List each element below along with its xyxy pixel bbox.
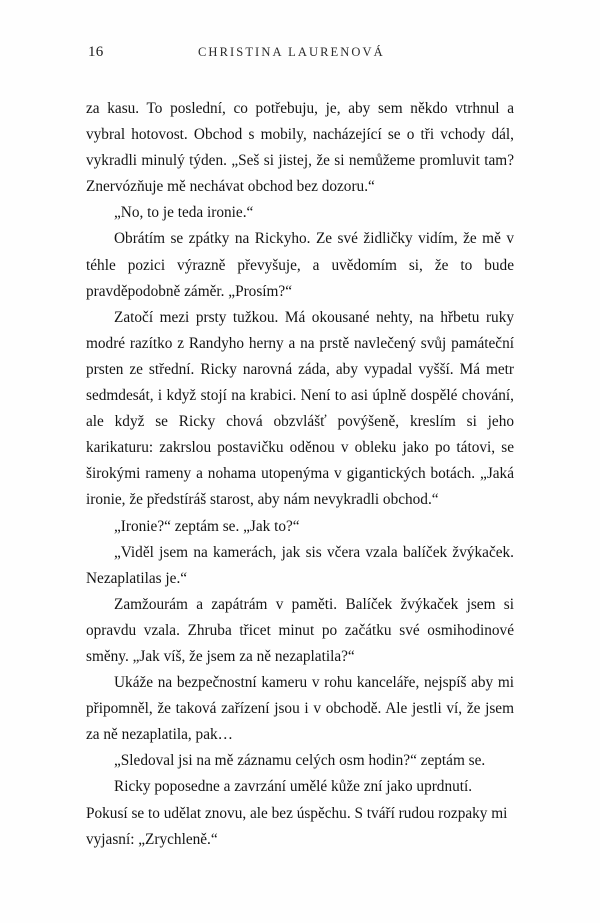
paragraph: Obrátím se zpátky na Rickyho. Ze své židličky vidím, že mě v téhle pozici výrazně převyšuje, a uvědomím si, že to bude pravděpodobně záměr. „Prosím?“ (86, 230, 514, 300)
paragraph: Zamžourám a zapátrám v paměti. Balíček žvýkaček jsem si opravdu vzala. Zhruba třicet minut po začátku své osmihodinové směny. „Jak víš, že jsem za ně nezaplatila?“ (86, 595, 514, 665)
paragraph: Ricky poposedne a zavrzání umělé kůže zní jako uprdnutí. Pokusí se to udělat znovu, ale bez úspěchu. S tváří rudou rozpaky mi vyjasní: „Zrychleně.“ (86, 778, 508, 848)
paragraph: „Sledoval jsi na mě záznamu celých osm hodin?“ zeptám se. (114, 752, 486, 770)
body-text (86, 96, 514, 853)
paragraph: Ukáže na bezpečnostní kameru v rohu kanceláře, nejspíš aby mi připomněl, že taková zařízení jsou i v obchodě. Ale jestli ví, že jsem za ně nezaplatila, pak… (86, 674, 514, 744)
running-head (88, 44, 512, 64)
paragraph: „Viděl jsem na kamerách, jak sis včera vzala balíček žvýkaček. Nezaplatilas je.“ (86, 543, 514, 587)
page-number: 16 (88, 44, 104, 60)
paragraph: za kasu. To poslední, co potřebuju, je, aby sem někdo vtrhnul a vybral hotovost. Obchod s mobily, nacházející se o tři vchody dál, vykradli minulý týden. „Seš si jistej, že si nemůžeme promluvit tam? Znervózňuje mě nechávat obchod bez dozoru.“ (86, 100, 514, 196)
paragraph: „No, to je teda ironie.“ (114, 204, 254, 222)
running-head-title: CHRISTINA LAURENOVÁ (198, 45, 385, 59)
paragraph: Zatočí mezi prsty tužkou. Má okousané nehty, na hřbetu ruky modré razítko z Randyho herny a na prstě navlečený svůj památeční prsten ze střední. Ricky narovná záda, aby vypadal vyšší. Má metr sedmdesát, i když stojí na krabici. Není to asi úplně dospělé chování, ale když se Ricky chová obzvlášť povýšeně, kreslím si jeho karikaturu: zakrslou postavičku oděnou v obleku jako po tátovi, se širokými rameny a nohama utopenýma v gigantických botách. „Jaká ironie, že předstíráš starost, aby nám nevykradli obchod.“ (86, 308, 514, 509)
paragraph: „Ironie?“ zeptám se. „Jak to?“ (114, 517, 300, 535)
